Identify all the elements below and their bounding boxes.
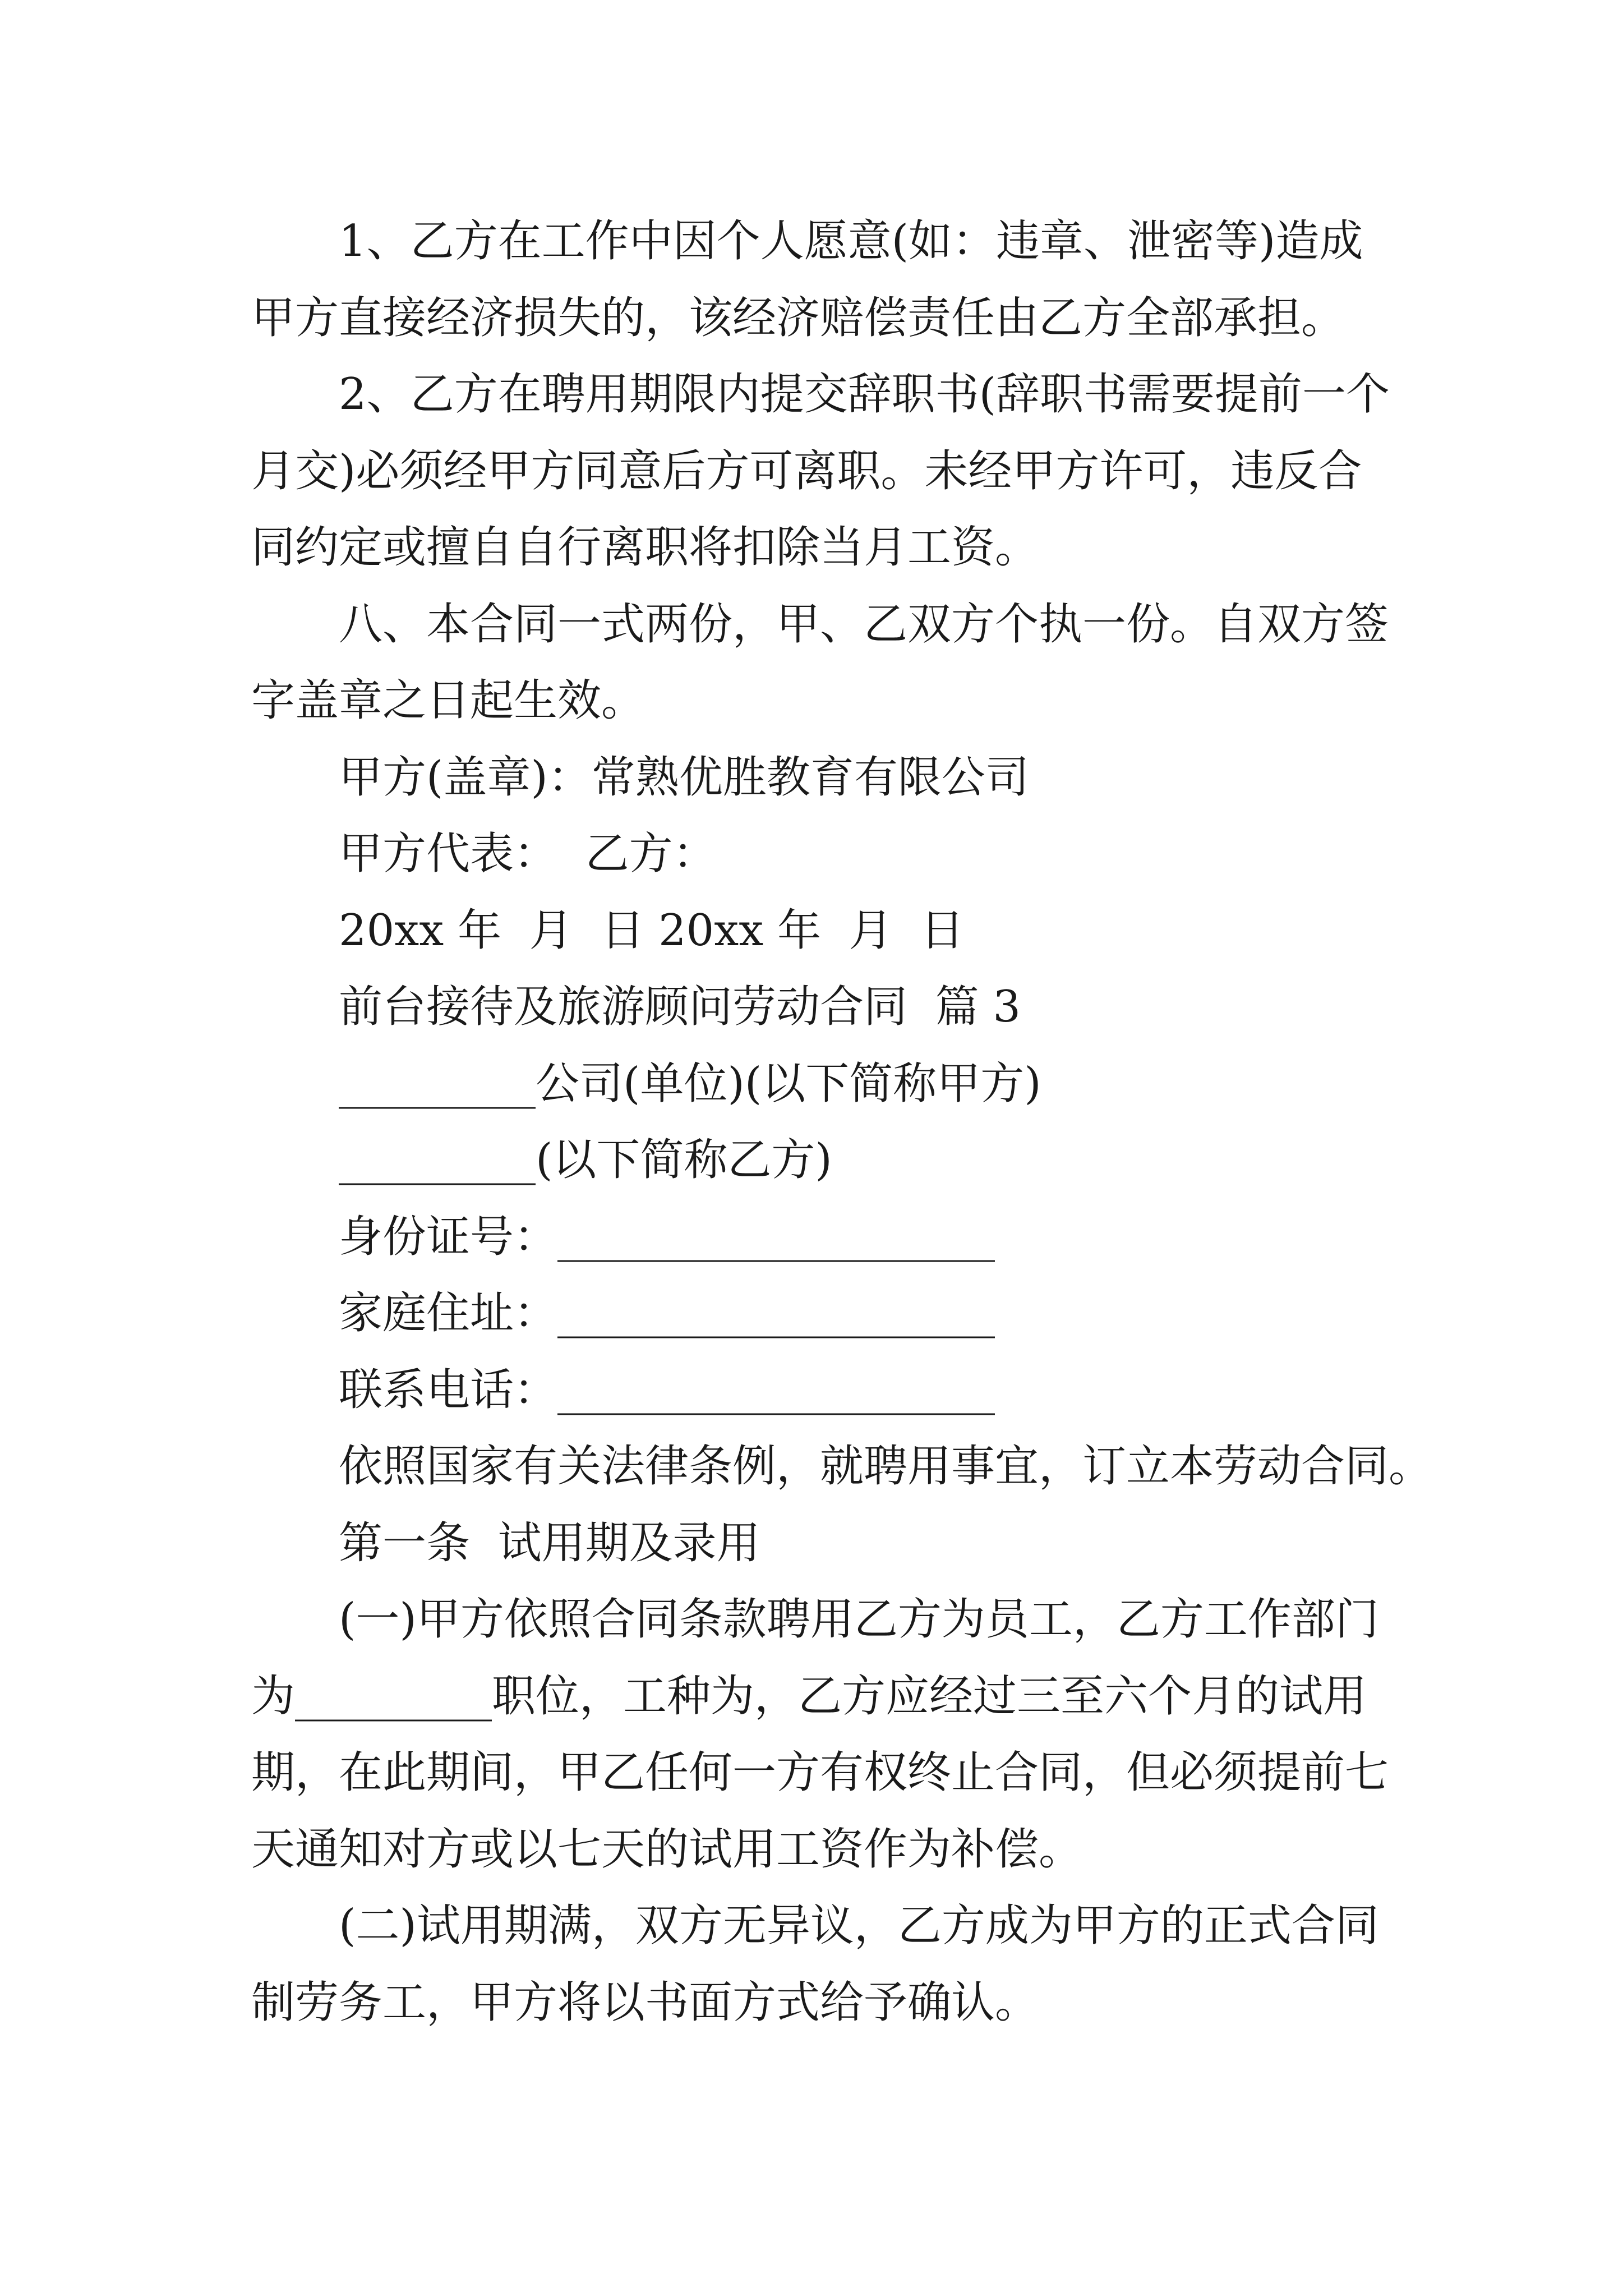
clause-resignation: [251, 356, 1541, 586]
text-line: 制劳务工，甲方将以书面方式给予确认。: [251, 1977, 1039, 2028]
party-b-name: [251, 1122, 1541, 1199]
party-a-seal-line: [251, 739, 1541, 816]
document-body: [251, 203, 1541, 2041]
contract-title: [251, 969, 1541, 1046]
text-line: 20xx 年 月 日 20xx 年 月 日: [339, 905, 965, 956]
text-line: _________公司(单位)(以下简称甲方): [339, 1058, 1041, 1109]
text-line: 2、乙方在聘用期限内提交辞职书(辞职书需要提前一个: [339, 369, 1390, 420]
text-line: 1、乙方在工作中因个人愿意(如：违章、泄密等)造成: [339, 216, 1363, 266]
article-1-item-2: [251, 1888, 1541, 2041]
home-address-field: [251, 1275, 1541, 1352]
id-number-field: [251, 1199, 1541, 1276]
clause-copies-effective: [251, 586, 1541, 739]
text-line: 依照国家有关法律条例，就聘用事宜，订立本劳动合同。: [339, 1441, 1433, 1492]
signature-dates: [251, 892, 1541, 969]
text-line: 甲方代表： 乙方：: [339, 829, 717, 879]
article-1-heading: [251, 1505, 1541, 1582]
text-line: 字盖章之日起生效。: [251, 675, 645, 726]
text-line: _________(以下简称乙方): [339, 1135, 832, 1185]
phone-field: [251, 1352, 1541, 1429]
clause-breach-liability: [251, 203, 1541, 356]
article-1-item-1: [251, 1581, 1541, 1888]
text-line: 第一条 试用期及录用: [339, 1517, 760, 1568]
text-line: 甲方直接经济损失的，该经济赔偿责任由乙方全部承担。: [251, 292, 1345, 343]
text-line: 天通知对方或以七天的试用工资作为补偿。: [251, 1824, 1083, 1875]
text-line: 甲方(盖章)：常熟优胜教育有限公司: [339, 752, 1029, 803]
text-line: 联系电话：____________________: [339, 1364, 995, 1415]
text-line: (二)试用期满，双方无异议，乙方成为甲方的正式合同: [339, 1901, 1379, 1951]
text-line: 八、本合同一式两份，甲、乙双方个执一份。自双方签: [339, 599, 1389, 650]
preamble: [251, 1428, 1541, 1505]
text-line: 月交)必须经甲方同意后方可离职。未经甲方许可，违反合: [251, 445, 1362, 496]
text-line: 为_________职位，工种为，乙方应经过三至六个月的试用: [251, 1671, 1367, 1722]
text-line: 前台接待及旅游顾问劳动合同 篇 3: [339, 982, 1021, 1032]
signature-representatives: [251, 816, 1541, 892]
text-line: 同约定或擅自自行离职将扣除当月工资。: [251, 522, 1039, 573]
text-line: 身份证号：____________________: [339, 1211, 995, 1262]
party-a-company: [251, 1046, 1541, 1122]
text-line: 家庭住址：____________________: [339, 1288, 995, 1338]
text-line: (一)甲方依照合同条款聘用乙方为员工，乙方工作部门: [339, 1594, 1379, 1645]
text-line: 期，在此期间，甲乙任何一方有权终止合同，但必须提前七: [251, 1747, 1389, 1798]
